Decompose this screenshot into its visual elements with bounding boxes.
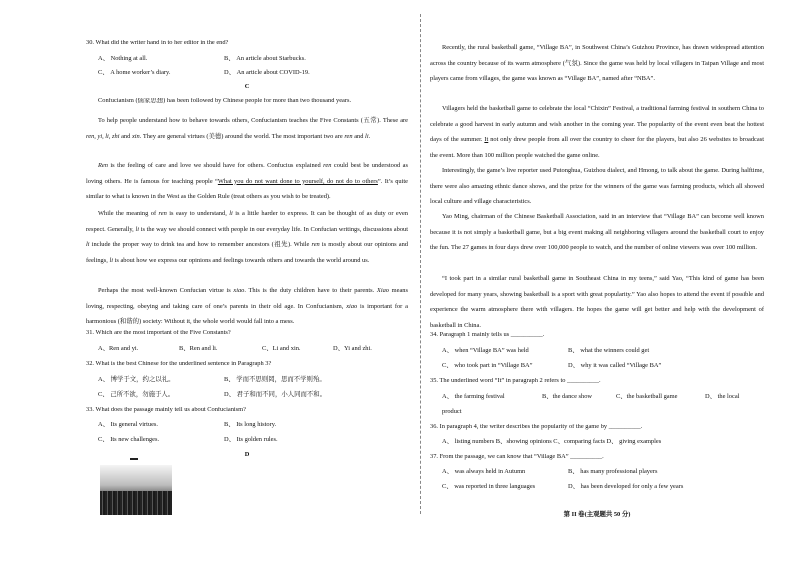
q37-option-a[interactable]: A、 was always held in Autumn	[442, 468, 526, 475]
part-two-heading: 第 II 卷(主观题共 50 分)	[563, 511, 631, 518]
passage-c-para-3: Ren is the feeling of care and love we should have for others. Confucius explained ren could best be understood as loving others. He is famous for teaching people “What you do not want done to yourself, do not do to others”. It’s quite similar to what is known in the West as the Golden Rule (treat others as you wish to be treated).	[86, 162, 408, 200]
q32-stem: 32. What is the best Chinese for the underlined sentence in Paragraph 3?	[86, 361, 272, 367]
q33-option-a[interactable]: A、 Its general virtues.	[98, 421, 158, 428]
q34-option-b[interactable]: B、 what the winners could get	[568, 347, 650, 354]
q37-option-c[interactable]: C、 was reported in three languages	[442, 483, 536, 490]
q30-option-a[interactable]: A、 Nothing at all.	[98, 55, 148, 62]
basketball-crowd-photo	[100, 465, 172, 515]
q33-stem: 33. What does the passage mainly tell us about Confucianism?	[86, 407, 246, 413]
q35-option-d[interactable]: D、 the local	[705, 393, 740, 400]
passage-c-para-1: Confucianism (儒家思想) has been followed by Chinese people for more than two thousand years.	[98, 98, 352, 104]
q35-option-d-cont: product	[442, 408, 462, 415]
q35-option-c[interactable]: C、the basketball game	[616, 393, 678, 400]
q31-stem: 31. Which are the most important of the Five Constants?	[86, 330, 231, 336]
column-divider	[420, 14, 421, 514]
q34-option-c[interactable]: C、 who took part in “Village BA”	[442, 362, 533, 369]
q30-option-c[interactable]: C、 A home worker’s diary.	[98, 69, 171, 76]
q34-option-d[interactable]: D、 why it was called “Village BA”	[568, 362, 662, 369]
underlined-sentence: What you do not want done to yourself, do not do to others	[217, 177, 378, 185]
q37-option-b[interactable]: B、 has many professional players	[568, 468, 658, 475]
q31-option-a[interactable]: A、Ren and yi.	[98, 345, 139, 352]
q33-option-b[interactable]: B、 Its long history.	[224, 421, 277, 428]
q35-option-b[interactable]: B、the dance show	[542, 393, 593, 400]
q32-option-b[interactable]: B、 学而不思则罔，思而不学则殆。	[224, 376, 326, 383]
q35-stem: 35. The underlined word “It” in paragraph 2 refers to __________.	[430, 378, 601, 384]
q31-option-d[interactable]: D、Yi and zhi.	[333, 345, 372, 352]
q37-option-d[interactable]: D、 has been developed for only a few years	[568, 483, 684, 490]
q34-option-a[interactable]: A、 when “Village BA” was held	[442, 347, 529, 354]
q34-stem: 34. Paragraph 1 mainly tells us __________.	[430, 332, 545, 338]
passage-d-para-4: Yao Ming, chairman of the Chinese Basketball Association, said in an interview that “Village BA” can become well known because it is not simply a basketball game, but a big event making all neighboring villagers around the basketball court to enjoy the fun. The 27 games in four days drew over 100,000 people to watch, and the number of online viewers was over 100 million.	[430, 213, 764, 251]
passage-d-para-1: Recently, the rural basketball game, “Village BA”, in Southwest China’s Guizhou Province, has drawn widespread attention across the country because of its warm atmosphere (气氛). Since the game was held by local villagers in Taipan Village and most players came from villages, the game was known as “Village BA”, named after “NBA”.	[430, 44, 764, 82]
q37-stem: 37. From the passage, we can know that “Village BA” __________.	[430, 454, 604, 460]
q30-option-d[interactable]: D、 An article about COVID-19.	[224, 69, 310, 76]
q30-stem: 30. What did the writer hand in to her editor in the end?	[86, 40, 229, 46]
q36-options[interactable]: A、 listing numbers B、showing opinions C、comparing facts D、 giving examples	[442, 438, 662, 445]
passage-c-para-5: Perhaps the most well-known Confucian virtue is xiao. This is the duty children have to their parents. Xiao means loving, respecting, obeying and taking care of one’s parents in their old age. In Confucianism, xiao is important for a harmonious (和谐的) society: Without it, the whole world would fall into a mess.	[86, 287, 408, 325]
q33-option-d[interactable]: D、 Its golden rules.	[224, 436, 278, 443]
section-d-heading: D	[244, 451, 250, 458]
passage-c-para-2: To help people understand how to behave towards others, Confucianism teaches the Five Constants (五常). These are ren, yi, li, zhi and xin. They are general virtues (美德) around the world. The most important two are ren and li.	[86, 117, 408, 140]
q33-option-c[interactable]: C、 Its new challenges.	[98, 436, 160, 443]
q32-option-a[interactable]: A、 博学于文，约之以礼。	[98, 376, 175, 383]
q36-stem: 36. In paragraph 4, the writer describes the popularity of the game by __________.	[430, 424, 643, 430]
passage-d-para-3: Interestingly, the game’s live reporter used Putonghua, Guizhou dialect, and Hmong, to talk about the game. During halftime, there were also amazing ethnic dance shows, and the prize for the winners of the game was farming products, which all showed local culture and village characteristics.	[430, 167, 764, 205]
q31-option-b[interactable]: B、Ren and li.	[179, 345, 218, 352]
passage-d-para-5: “I took part in a similar rural basketball game in Southeast China in my teens,” said Yao, “This kind of game has been developed for many years, showing basketball is a sport with great popularity.” Yao also hopes to attend the event if possible and experience the warm atmosphere there with villagers. He hopes the game will get better and help with the development of basketball in China.	[430, 275, 764, 329]
q32-option-c[interactable]: C、 己所不欲，勿施于人。	[98, 391, 175, 398]
q30-option-b[interactable]: B、 An article about Starbucks.	[224, 55, 306, 62]
q35-option-a[interactable]: A、 the farming festival	[442, 393, 505, 400]
passage-c-para-4: While the meaning of ren is easy to understand, li is a little harder to express. It can be thought of as duty or even respect. Generally, li is the way we should connect with people in our everyday life. In Confucian writings, discussions about li include the proper way to drink tea and how to remember ancestors (祖先). While ren is mostly about our opinions and feelings, li is about how we express our opinions and feelings towards others and towards the world around us.	[86, 210, 408, 264]
passage-d-para-2: Villagers held the basketball game to celebrate the local “Chixin” Festival, a traditional farming festival in southern China to celebrate a good harvest in early autumn and wish another in the coming year. The popularity of the event even beat the hottest days of the summer. It not only drew people from all over the country to cheer for the players, but also 26 websites to broadcast the event. More than 100 million people watched the game online.	[430, 105, 764, 159]
section-c-heading: C	[244, 83, 250, 90]
underlined-word-it: It	[484, 136, 489, 143]
q31-option-c[interactable]: C、Li and xin.	[262, 345, 301, 352]
q32-option-d[interactable]: D、 君子和而不同，小人同而不和。	[224, 391, 327, 398]
